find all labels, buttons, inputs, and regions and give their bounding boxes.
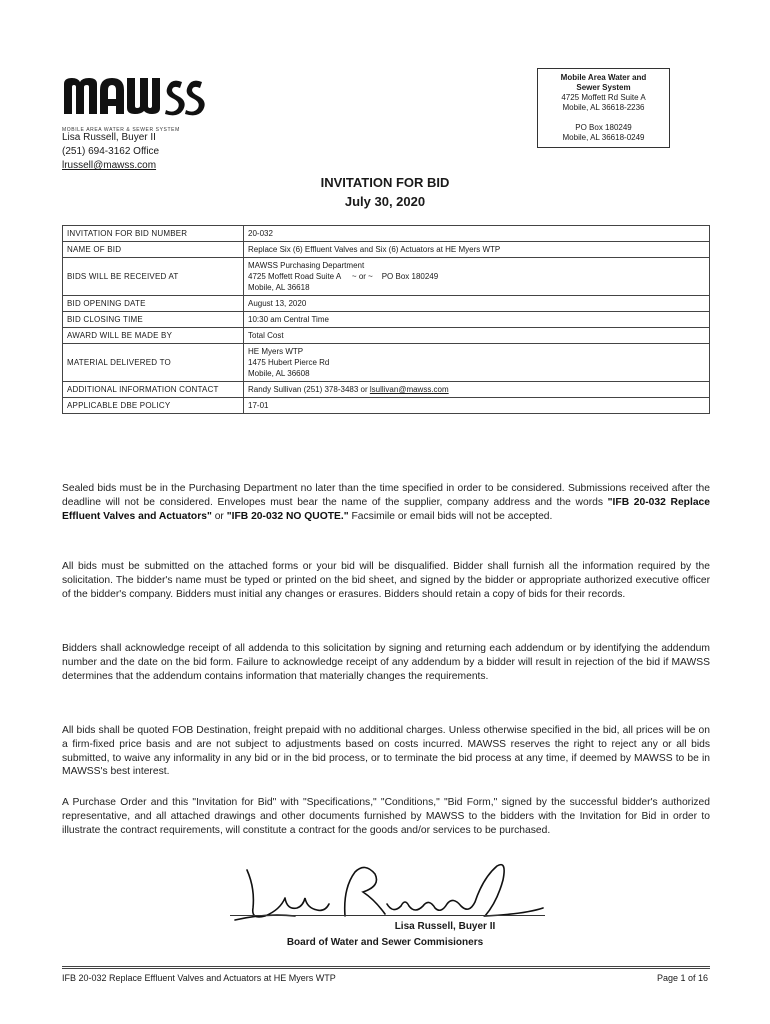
row-value: [244, 258, 710, 296]
table-row: [63, 258, 710, 296]
paragraph-text: Facsimile or email bids will not be accepted.: [348, 510, 553, 522]
row-label: INVITATION FOR BID NUMBER: [63, 226, 244, 242]
logo-wordmark-icon: [62, 70, 212, 120]
mawss-logo: [62, 70, 212, 133]
signer-name: Lisa Russell, Buyer II: [394, 921, 496, 932]
paragraph-forms: All bids must be submitted on the attached forms or your bid will be disqualified. Bidder shall furnish all the information required by the solicitation. The bidder's name must be typed or printed on the bid sheet, and signed by the bidder or appropriate authorized executive officer of the bidder's company. Bidders must initial any changes or erasures. Bidders should retain a copy of bids for their records.: [62, 561, 710, 600]
row-label: MATERIAL DELIVERED TO: [63, 344, 244, 382]
row-value: August 13, 2020: [244, 296, 710, 312]
row-value: Total Cost: [244, 328, 710, 344]
paragraph-submission: [62, 482, 710, 523]
paragraph-text: Sealed bids must be in the Purchasing Department no later than the time specified in order to be considered. Submissions received after the deadline will not be considered. Envelopes must bear the name of the supplier, company address and the words: [62, 483, 710, 508]
table-row: [63, 398, 710, 414]
table-row: [63, 382, 710, 398]
signature-line: [230, 915, 545, 916]
value-line: 4725 Moffett Road Suite A ~ or ~ PO Box 180249: [248, 272, 439, 281]
row-value: Replace Six (6) Effluent Valves and Six (6) Actuators at HE Myers WTP: [244, 242, 710, 258]
paragraph-contract: A Purchase Order and this "Invitation for Bid" with "Specifications," "Conditions," "Bid Form," signed by the successful bidder's authorized representative, and all attached drawings and other documents furnished by MAWSS to the bidders with the Invitation for Bid in order to illustrate the contract requirements, will constitute a contract for the goods and/or services to be purchased.: [62, 797, 710, 836]
row-value: 10:30 am Central Time: [244, 312, 710, 328]
contact-email-link[interactable]: lrussell@mawss.com: [62, 160, 157, 171]
row-label: BID OPENING DATE: [63, 296, 244, 312]
po-city-state-zip: Mobile, AL 36618-0249: [562, 133, 645, 142]
paragraph-pricing: All bids shall be quoted FOB Destination, freight prepaid with no additional charges. Unless otherwise specified in the bid, all prices will be on a firm-fixed price basis and are not subject to adjustments based on costs incurred. MAWSS reserves the right to reject any or all bids submitted, to waive any informality in any bid or in the bid process, or to terminate the bid process at any time, if deemed by MAWSS to be in MAWSS's best interest.: [62, 725, 710, 778]
signer-title: Board of Water and Sewer Commisioners: [286, 937, 484, 948]
footer-document-name: IFB 20-032 Replace Effluent Valves and Actuators at HE Myers WTP: [62, 973, 336, 983]
row-value: 20-032: [244, 226, 710, 242]
row-label: BID CLOSING TIME: [63, 312, 244, 328]
row-value: [244, 382, 710, 398]
value-line: MAWSS Purchasing Department: [248, 261, 365, 270]
row-value: [244, 344, 710, 382]
bold-no-quote-label: "IFB 20-032 NO QUOTE.": [226, 510, 349, 522]
table-row: [63, 312, 710, 328]
table-row: [63, 226, 710, 242]
city-state-zip: Mobile, AL 36618-2236: [562, 103, 645, 112]
value-line: Mobile, AL 36618: [248, 283, 310, 292]
contact-phone: (251) 694-3162 Office: [62, 146, 160, 157]
paragraph-addenda: Bidders shall acknowledge receipt of all addenda to this solicitation by signing and returning each addendum or by identifying the addendum number and the date on the bid form. Failure to acknowledge receipt of any addendum by a bidder will result in rejection of the bid if MAWSS determines that the addendum contains information that materially changes the requirements.: [62, 643, 710, 682]
value-line: HE Myers WTP: [248, 347, 304, 356]
footer-divider: [62, 966, 710, 969]
footer-page-number: Page 1 of 16: [656, 973, 708, 983]
contact-name: Lisa Russell, Buyer II: [62, 132, 156, 143]
document-title: INVITATION FOR BID: [320, 175, 450, 190]
org-name-line1: Mobile Area Water and: [560, 73, 647, 82]
street-address: 4725 Moffett Rd Suite A: [561, 93, 646, 102]
document-date: July 30, 2020: [344, 194, 426, 209]
paragraph-text: or: [211, 510, 227, 522]
po-box: PO Box 180249: [575, 123, 632, 132]
contact-text: Randy Sullivan (251) 378-3483 or: [248, 385, 370, 394]
row-label: NAME OF BID: [63, 242, 244, 258]
table-row: [63, 296, 710, 312]
row-label: BIDS WILL BE RECEIVED AT: [63, 258, 244, 296]
address-box: [537, 68, 670, 148]
logo-tagline: MOBILE AREA WATER & SEWER SYSTEM: [62, 127, 180, 133]
bold-envelope-label: "IFB 20-032 Replace Effluent Valves and Actuators": [62, 496, 710, 522]
contact-email-link[interactable]: lsullivan@mawss.com: [369, 385, 449, 394]
buyer-contact: [62, 131, 159, 173]
table-row: [63, 344, 710, 382]
org-name-line2: Sewer System: [576, 83, 631, 92]
bid-details-table: [62, 225, 710, 414]
value-line: 1475 Hubert Pierce Rd: [248, 358, 330, 367]
value-line: Mobile, AL 36608: [248, 369, 310, 378]
table-row: [63, 242, 710, 258]
row-label: APPLICABLE DBE POLICY: [63, 398, 244, 414]
table-row: [63, 328, 710, 344]
row-label: ADDITIONAL INFORMATION CONTACT: [63, 382, 244, 398]
row-value: 17-01: [244, 398, 710, 414]
row-label: AWARD WILL BE MADE BY: [63, 328, 244, 344]
